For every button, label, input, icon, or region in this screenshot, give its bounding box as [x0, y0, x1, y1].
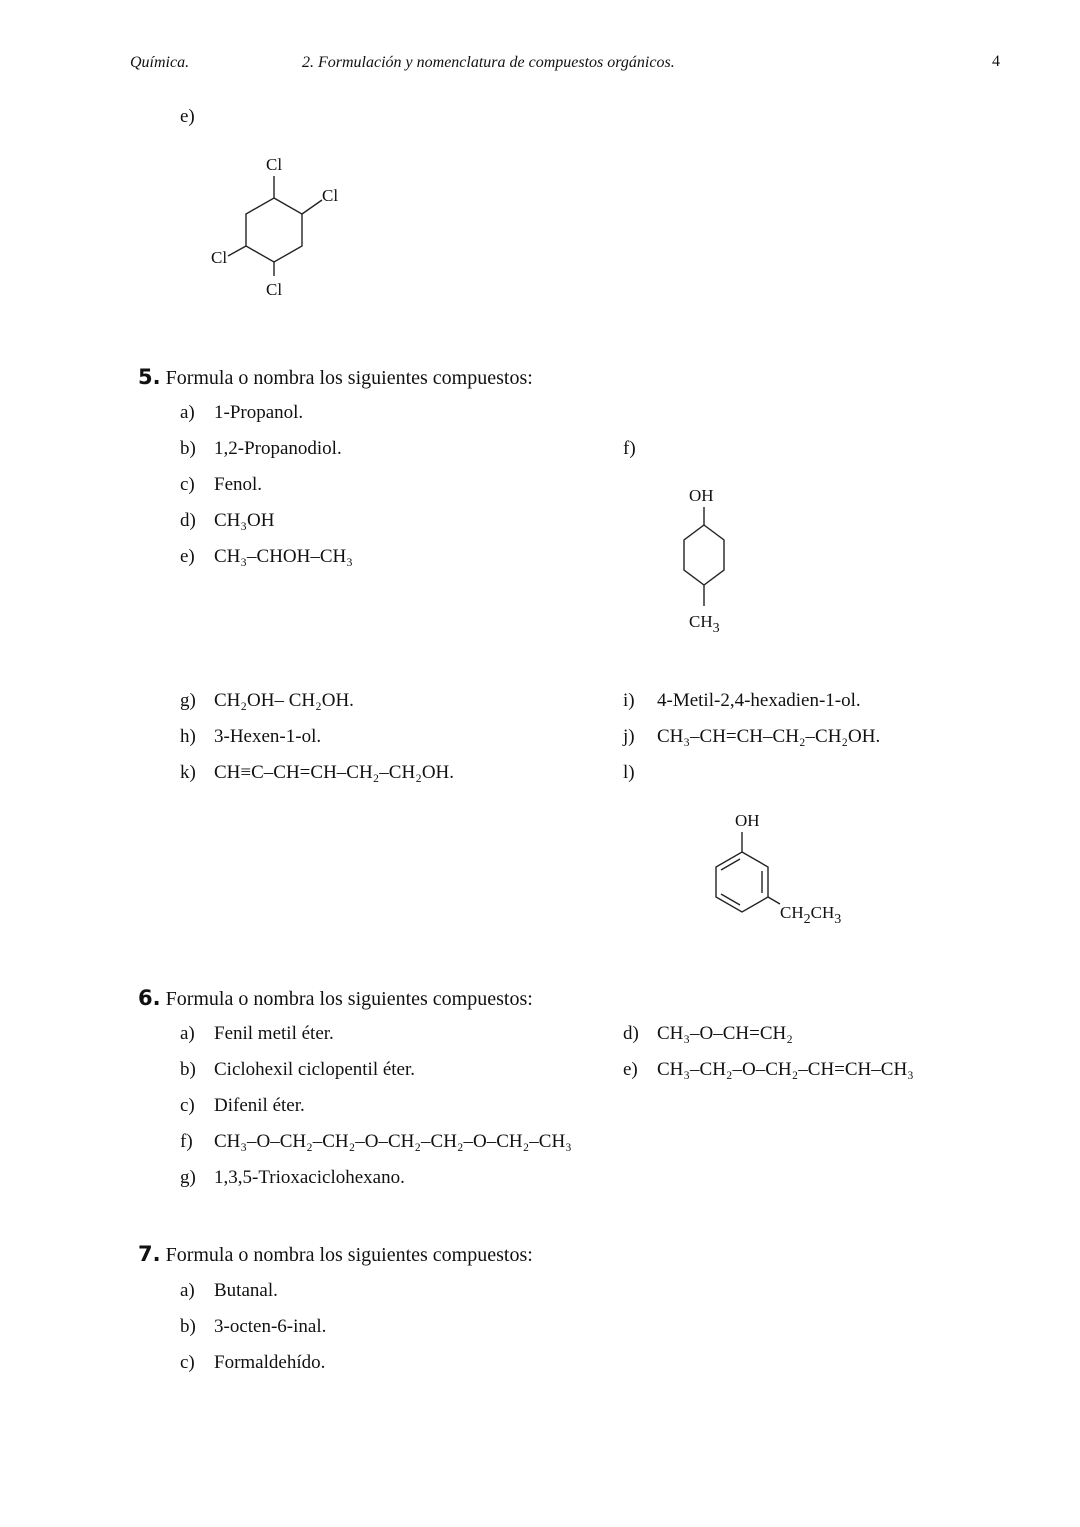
- item-label: e): [623, 1059, 638, 1080]
- section-number: 6.: [138, 986, 161, 1010]
- list-item: [623, 762, 657, 784]
- item-label: a): [180, 1280, 195, 1301]
- list-item: [180, 1280, 278, 1302]
- item-label: c): [180, 1352, 195, 1373]
- list-item: [180, 474, 262, 496]
- item-label: g): [180, 690, 196, 711]
- list-item: [180, 762, 454, 784]
- structure-methylcyclohexanol: [660, 480, 760, 640]
- item-text: 3-Hexen-1-ol.: [214, 726, 322, 747]
- item-label: d): [623, 1023, 639, 1044]
- double-bond: [721, 894, 740, 905]
- item-label: b): [180, 1316, 196, 1337]
- item-label-4e: e): [180, 106, 195, 127]
- item-label-5f: f): [623, 438, 636, 459]
- item-text: Formaldehído.: [214, 1352, 326, 1373]
- item-label: h): [180, 726, 196, 747]
- item-label: c): [180, 1095, 195, 1116]
- header-subject: Química.: [130, 54, 190, 71]
- list-item: [180, 546, 353, 568]
- item-text: 3-octen-6-inal.: [214, 1316, 327, 1337]
- list-item: [180, 690, 354, 712]
- substituent-cl-left: Cl: [211, 248, 228, 267]
- section-number: 7.: [138, 1242, 161, 1266]
- list-item: [180, 1059, 415, 1081]
- structure-ethylphenol: [700, 805, 900, 935]
- item-label: l): [623, 762, 635, 783]
- bond: [228, 246, 246, 256]
- item-text: CH₂OH– CH₂OH.: [214, 690, 354, 711]
- item-text: CH₃–CH₂–O–CH₂–CH=CH–CH₃: [657, 1059, 914, 1080]
- section-6-heading: [138, 986, 533, 1011]
- group-ch2ch3: $CH_2CH_3$: [780, 903, 842, 927]
- bond: [768, 897, 780, 904]
- list-item: [623, 1023, 793, 1045]
- item-label: a): [180, 1023, 195, 1044]
- item-text: 1-Propanol.: [214, 402, 304, 423]
- cyclohexane-ring: [246, 198, 302, 262]
- list-item: [623, 726, 880, 748]
- item-text: CH₃–O–CH₂–CH₂–O–CH₂–CH₂–O–CH₂–CH₃: [214, 1131, 572, 1152]
- list-item: [180, 1023, 334, 1045]
- item-label: c): [180, 474, 195, 495]
- section-title: Formula o nombra los siguientes compuestos:: [165, 988, 533, 1010]
- item-label: d): [180, 510, 196, 531]
- list-item: [180, 438, 342, 460]
- item-text: Ciclohexil ciclopentil éter.: [214, 1059, 416, 1080]
- list-item: [180, 1167, 405, 1189]
- list-item: [180, 1131, 572, 1153]
- item-text: CH₃–O–CH=CH₂: [657, 1023, 793, 1044]
- item-text: CH₃–CHOH–CH₃: [214, 546, 353, 567]
- group-oh: OH: [689, 486, 714, 505]
- page-number: 4: [992, 53, 1000, 70]
- item-text: Butanal.: [214, 1280, 278, 1301]
- double-bond: [721, 859, 740, 870]
- list-item: [180, 726, 321, 748]
- list-item: [623, 690, 861, 712]
- item-text: 4-Metil-2,4-hexadien-1-ol.: [657, 690, 861, 711]
- item-text: CH≡C–CH=CH–CH₂–CH₂OH.: [214, 762, 455, 783]
- item-label: j): [623, 726, 635, 747]
- structure-tetrachlorocyclohexane: [200, 150, 360, 310]
- list-item: [180, 1095, 305, 1117]
- section-7-heading: [138, 1242, 533, 1267]
- substituent-cl-bottom: Cl: [266, 280, 283, 299]
- group-oh: OH: [735, 811, 760, 830]
- section-title: Formula o nombra los siguientes compuestos:: [165, 367, 533, 389]
- item-text: Fenol.: [214, 474, 263, 495]
- item-label: f): [180, 1131, 193, 1152]
- item-label: k): [180, 762, 196, 783]
- section-title: Formula o nombra los siguientes compuestos:: [165, 1244, 533, 1266]
- item-label: i): [623, 690, 635, 711]
- group-ch3: $CH_3$: [689, 612, 720, 636]
- item-text: 1,3,5-Trioxaciclohexano.: [214, 1167, 405, 1188]
- item-label: a): [180, 402, 195, 423]
- item-text: CH₃OH: [214, 510, 275, 531]
- section-number: 5.: [138, 365, 161, 389]
- bond: [302, 200, 322, 214]
- list-item: [180, 510, 274, 532]
- item-label: b): [180, 438, 196, 459]
- item-label: e): [180, 546, 195, 567]
- list-item: [180, 1352, 325, 1374]
- benzene-ring: [716, 852, 768, 912]
- item-text: CH₃–CH=CH–CH₂–CH₂OH.: [657, 726, 881, 747]
- substituent-cl-top: Cl: [266, 155, 283, 174]
- item-label: g): [180, 1167, 196, 1188]
- substituent-cl-right: Cl: [322, 186, 339, 205]
- section-5-heading: [138, 365, 533, 390]
- list-item: [623, 1059, 914, 1081]
- list-item: [180, 402, 303, 424]
- header-topic: 2. Formulación y nomenclatura de compuestos orgánicos.: [302, 54, 675, 71]
- item-text: Fenil metil éter.: [214, 1023, 334, 1044]
- list-item: [180, 1316, 326, 1338]
- item-text: Difenil éter.: [214, 1095, 305, 1116]
- item-text: 1,2-Propanodiol.: [214, 438, 342, 459]
- item-label: b): [180, 1059, 196, 1080]
- cyclohexane-ring: [684, 525, 724, 585]
